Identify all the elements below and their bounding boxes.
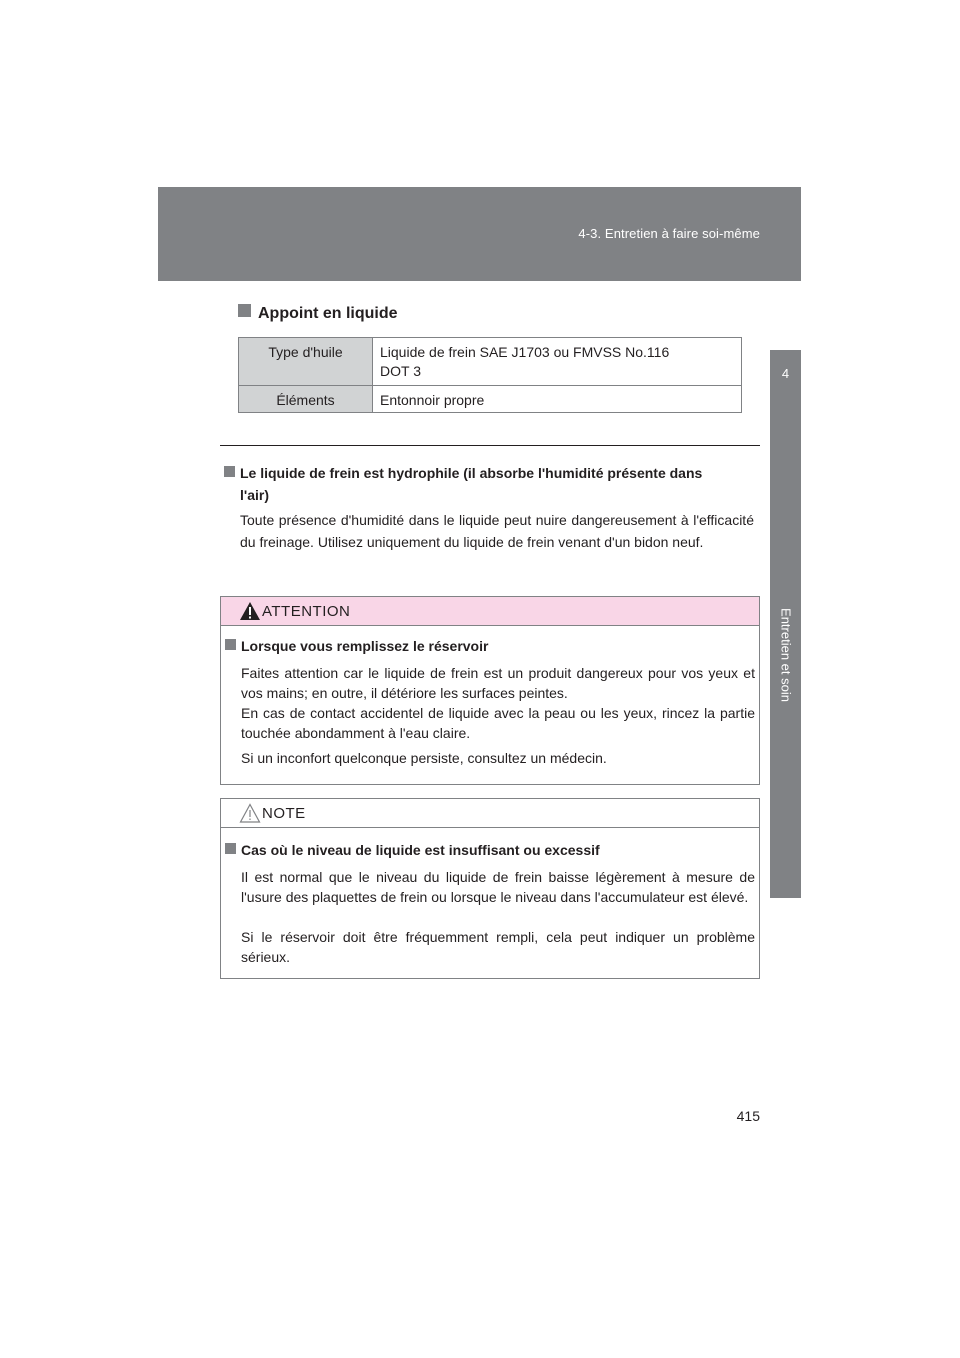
section-title	[238, 304, 398, 323]
section-title-text: Appoint en liquide	[258, 305, 398, 322]
note-box	[220, 798, 760, 979]
section-breadcrumb: 4-3. Entretien à faire soi-même	[578, 226, 760, 241]
square-bullet-icon	[225, 843, 236, 854]
chapter-label-text: Entretien et soin	[778, 608, 793, 702]
table-value-cell	[373, 338, 742, 386]
hydrophile-heading-line2: l'air)	[240, 487, 270, 503]
table-label-cell: Type d'huile	[239, 338, 373, 386]
caution-icon	[239, 803, 261, 823]
spec-table	[238, 337, 742, 413]
note-para: Il est normal que le niveau du liquide de frein baisse légèrement à mesure de l'usure des plaquettes de frein ou lorsque le niveau dans l'accumulateur est élevé.	[241, 869, 755, 905]
chapter-number-tab	[770, 350, 801, 412]
divider	[220, 445, 760, 446]
note-header	[221, 799, 759, 828]
note-para: Si le réservoir doit être fréquemment rempli, cela peut indiquer un problème sérieux.	[241, 929, 755, 965]
table-value-line: Liquide de frein SAE J1703 ou FMVSS No.116	[380, 344, 670, 360]
attention-heading	[225, 638, 488, 654]
attention-box	[220, 596, 760, 785]
square-bullet-icon	[225, 639, 236, 650]
attention-para: En cas de contact accidentel de liquide avec la peau ou les yeux, rincez la partie touchée abondamment à l'eau claire.	[241, 705, 755, 741]
attention-para: Faites attention car le liquide de frein est un produit dangereux pour vos yeux et vos mains; en outre, il détériore les surfaces peintes.	[241, 665, 755, 701]
table-row	[239, 338, 742, 386]
attention-title: ATTENTION	[262, 603, 351, 620]
table-row	[239, 386, 742, 413]
attention-para: Si un inconfort quelconque persiste, consultez un médecin.	[241, 750, 607, 766]
chapter-number: 4	[781, 366, 790, 381]
hydrophile-heading	[224, 462, 754, 506]
square-bullet-icon	[238, 304, 251, 317]
table-value-cell: Entonnoir propre	[373, 386, 742, 413]
note-heading	[225, 842, 600, 858]
warning-icon	[239, 601, 261, 621]
table-label-cell: Éléments	[239, 386, 373, 413]
hydrophile-body: Toute présence d'humidité dans le liquide peut nuire dangereusement à l'efficacité du freinage. Utilisez uniquement du liquide de frein venant d'un bidon neuf.	[240, 512, 754, 550]
note-title: NOTE	[262, 805, 306, 822]
note-heading-text: Cas où le niveau de liquide est insuffisant ou excessif	[241, 842, 600, 858]
table-value-line: DOT 3	[380, 363, 421, 379]
hydrophile-heading-line1: Le liquide de frein est hydrophile (il absorbe l'humidité présente dans	[240, 465, 703, 481]
attention-header	[221, 597, 759, 626]
attention-heading-text: Lorsque vous remplissez le réservoir	[241, 638, 489, 654]
page-number: 415	[736, 1108, 760, 1124]
square-bullet-icon	[224, 466, 235, 477]
